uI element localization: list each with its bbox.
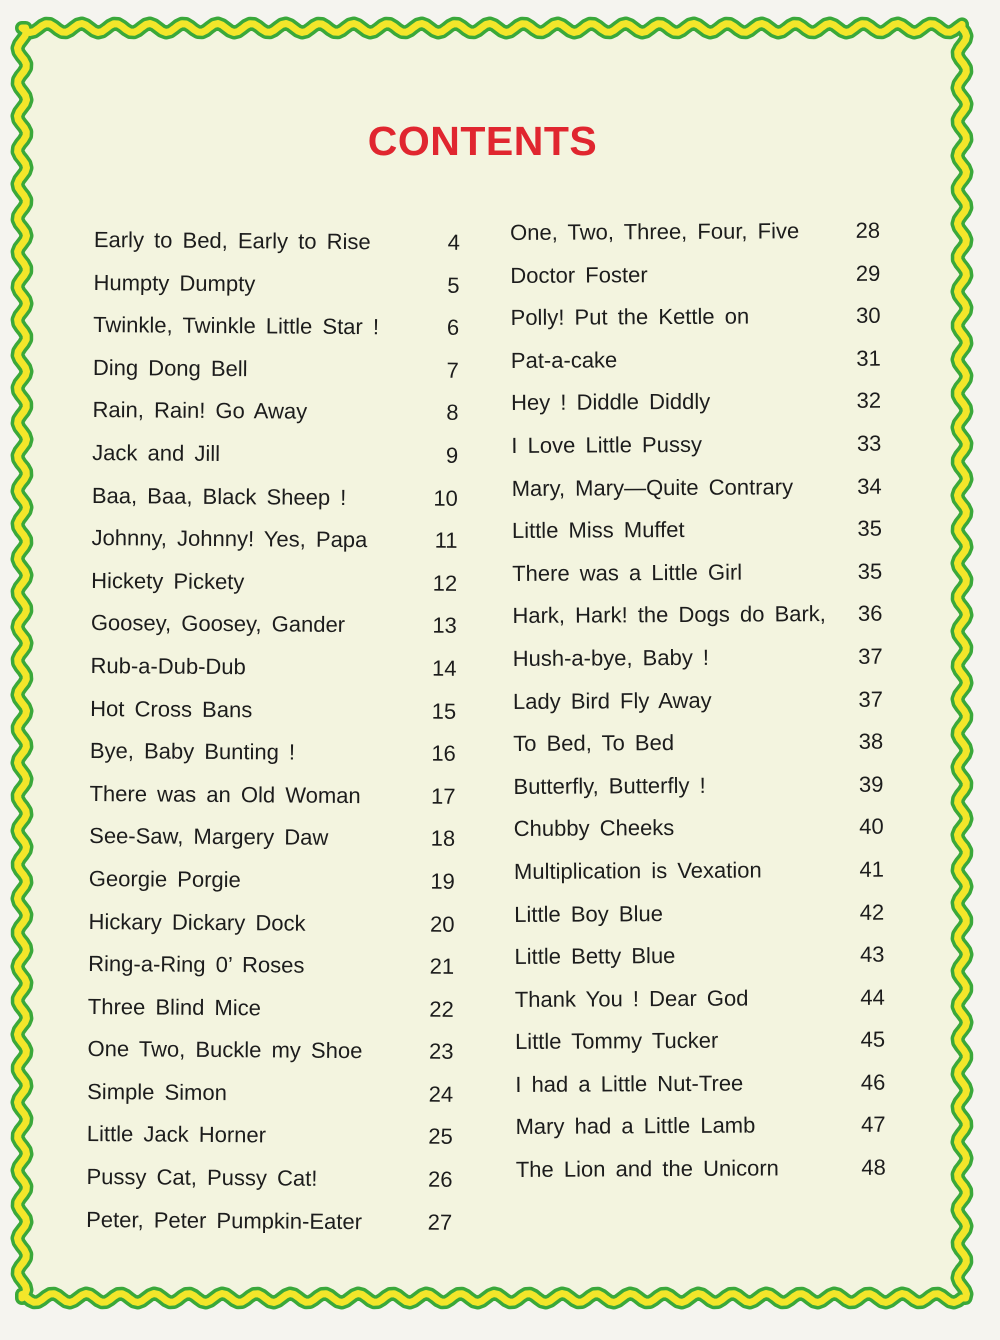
toc-entry bbox=[514, 855, 894, 900]
toc-entry-page-number: 16 bbox=[431, 740, 456, 766]
toc-entry-page-number: 27 bbox=[427, 1209, 453, 1235]
toc-entry-title: Mary, Mary—Quite Contrary bbox=[511, 473, 794, 501]
toc-entry-title: Hey ! Diddle Diddly bbox=[511, 389, 711, 416]
toc-entry-page-number: 9 bbox=[445, 442, 459, 468]
toc-entry-page-number: 21 bbox=[429, 953, 455, 979]
toc-entry-page-number: 40 bbox=[859, 814, 884, 840]
toc-entry-title: Pussy Cat, Pussy Cat! bbox=[86, 1164, 318, 1191]
toc-entry bbox=[513, 684, 893, 729]
toc-entry-title: Ring-a-Ring 0’ Roses bbox=[88, 951, 305, 978]
toc-entry-page-number: 34 bbox=[857, 473, 882, 499]
toc-entry-title: Georgie Porgie bbox=[88, 865, 241, 893]
toc-entry bbox=[91, 608, 471, 654]
toc-entry-page-number: 38 bbox=[858, 728, 884, 755]
toc-entry-page-number: 12 bbox=[432, 570, 458, 596]
toc-entry-title: Baa, Baa, Black Sheep ! bbox=[91, 482, 347, 510]
toc-entry bbox=[87, 1077, 467, 1123]
toc-entry bbox=[513, 642, 893, 687]
toc-entry-title: Jack and Jill bbox=[92, 439, 221, 466]
toc-entry bbox=[513, 769, 893, 814]
toc-entry-title: Lady Bird Fly Away bbox=[512, 687, 712, 714]
toc-entry-title: Pat-a-cake bbox=[510, 347, 618, 373]
toc-entry-title: I Love Little Pussy bbox=[511, 431, 703, 458]
toc-entry bbox=[511, 429, 891, 474]
toc-entry bbox=[510, 216, 890, 261]
toc-entry bbox=[88, 992, 468, 1038]
toc-entry-page-number: 47 bbox=[860, 1112, 886, 1138]
toc-entry-page-number: 30 bbox=[856, 302, 881, 329]
toc-entry bbox=[88, 949, 468, 995]
toc-entry-page-number: 37 bbox=[858, 686, 884, 712]
toc-entry-page-number: 19 bbox=[430, 868, 455, 894]
toc-entry-title: Polly! Put the Kettle on bbox=[510, 303, 750, 331]
toc-entry-title: There was an Old Woman bbox=[89, 780, 361, 808]
toc-entry-page-number: 45 bbox=[860, 1027, 886, 1053]
toc-entry bbox=[90, 694, 470, 740]
toc-entry-title: Hickety Pickety bbox=[91, 567, 245, 594]
toc-entry-title: Goosey, Goosey, Gander bbox=[90, 610, 346, 638]
toc-entry bbox=[511, 386, 891, 431]
toc-entry bbox=[514, 812, 894, 857]
toc-entry-page-number: 17 bbox=[430, 783, 456, 809]
toc-entry-page-number: 46 bbox=[860, 1069, 886, 1095]
toc-entry-page-number: 44 bbox=[860, 984, 885, 1010]
toc-entry-page-number: 20 bbox=[429, 911, 455, 937]
toc-entry-title: Little Tommy Tucker bbox=[514, 1028, 719, 1055]
toc-entry bbox=[515, 1068, 895, 1113]
toc-entry-title: Twinkle, Twinkle Little Star ! bbox=[93, 312, 380, 340]
toc-entry bbox=[89, 779, 469, 825]
toc-entry-title: Three Blind Mice bbox=[87, 993, 262, 1021]
toc-entry-page-number: 15 bbox=[431, 698, 457, 724]
toc-entry-title: See-Saw, Margery Daw bbox=[89, 823, 329, 851]
toc-entry bbox=[513, 727, 893, 772]
toc-entry-page-number: 32 bbox=[856, 388, 882, 414]
toc-entry bbox=[91, 566, 471, 612]
toc-entry bbox=[514, 940, 894, 985]
toc-entry-title: Little Betty Blue bbox=[514, 943, 676, 970]
toc-entry bbox=[91, 523, 471, 569]
toc-entry-title: Johnny, Johnny! Yes, Papa bbox=[91, 525, 368, 553]
toc-entry-page-number: 26 bbox=[427, 1166, 453, 1192]
toc-entry-page-number: 13 bbox=[432, 613, 457, 639]
toc-left-column bbox=[86, 225, 474, 1250]
toc-entry-title: Hush-a-bye, Baby ! bbox=[512, 644, 710, 671]
toc-entry-title: There was a Little Girl bbox=[512, 559, 743, 586]
toc-entry bbox=[510, 258, 890, 303]
toc-entry-title: Ding Dong Bell bbox=[92, 354, 248, 381]
toc-entry-title: Multiplication is Vexation bbox=[513, 857, 762, 884]
toc-entry-title: Little Jack Horner bbox=[86, 1121, 267, 1148]
toc-entry-title: Little Boy Blue bbox=[514, 900, 663, 927]
toc-entry-title: Thank You ! Dear God bbox=[514, 985, 749, 1012]
toc-entry bbox=[90, 736, 470, 782]
toc-entry-page-number: 35 bbox=[857, 558, 883, 584]
toc-entry-page-number: 4 bbox=[447, 229, 460, 255]
toc-entry-page-number: 5 bbox=[447, 272, 460, 298]
toc-entry bbox=[93, 310, 473, 356]
toc-entry-page-number: 11 bbox=[434, 527, 458, 554]
toc-entry bbox=[92, 438, 472, 484]
toc-entry bbox=[89, 821, 469, 867]
toc-entry bbox=[514, 897, 894, 942]
toc-entry-page-number: 8 bbox=[446, 400, 459, 426]
toc-entry-title: One, Two, Three, Four, Five bbox=[510, 218, 800, 245]
toc-entry-page-number: 31 bbox=[856, 345, 881, 371]
toc-entry bbox=[92, 395, 472, 441]
toc-entry-title: I had a Little Nut-Tree bbox=[515, 1070, 744, 1097]
toc-entry bbox=[512, 514, 892, 559]
toc-entry-page-number: 35 bbox=[857, 515, 882, 542]
toc-entry bbox=[86, 1162, 466, 1208]
toc-entry-title: One Two, Buckle my Shoe bbox=[87, 1036, 363, 1064]
toc-entry bbox=[515, 1110, 895, 1155]
toc-entry bbox=[93, 268, 473, 314]
toc-entry-title: Simple Simon bbox=[87, 1078, 228, 1105]
toc-entry-page-number: 25 bbox=[428, 1124, 453, 1150]
toc-entry bbox=[511, 343, 891, 388]
toc-entry bbox=[512, 471, 892, 516]
toc-entry-page-number: 7 bbox=[446, 357, 459, 383]
toc-entry-page-number: 10 bbox=[433, 485, 458, 511]
toc-entry-title: Humpty Dumpty bbox=[93, 269, 256, 296]
toc-entry bbox=[516, 1153, 896, 1198]
toc-entry-title: Butterfly, Butterfly ! bbox=[513, 772, 706, 799]
toc-entry bbox=[87, 1034, 467, 1080]
toc-entry-title: Little Miss Muffet bbox=[511, 517, 685, 544]
toc-entry-title: Mary had a Little Lamb bbox=[515, 1112, 756, 1140]
toc-entry-page-number: 23 bbox=[428, 1038, 454, 1065]
toc-entry-title: Rub-a-Dub-Dub bbox=[90, 652, 246, 680]
toc-entry-page-number: 33 bbox=[856, 430, 882, 456]
toc-entry bbox=[86, 1205, 466, 1251]
toc-entry-page-number: 37 bbox=[858, 643, 883, 669]
toc-entry bbox=[512, 556, 892, 601]
toc-entry bbox=[511, 301, 891, 346]
toc-entry-page-number: 28 bbox=[855, 217, 881, 243]
toc-entry bbox=[92, 481, 472, 527]
toc-entry bbox=[89, 864, 469, 910]
toc-entry-page-number: 43 bbox=[859, 941, 885, 967]
page-title: CONTENTS bbox=[367, 118, 598, 164]
toc-entry bbox=[90, 651, 470, 697]
toc-entry bbox=[94, 225, 474, 271]
toc-entry-title: Peter, Peter Pumpkin-Eater bbox=[86, 1206, 363, 1234]
toc-entry-page-number: 41 bbox=[859, 856, 885, 882]
toc-entry-page-number: 36 bbox=[857, 601, 883, 627]
toc-entry-page-number: 22 bbox=[429, 996, 454, 1022]
toc-entry-title: The Lion and the Unicorn bbox=[515, 1155, 779, 1183]
toc-entry-page-number: 18 bbox=[430, 825, 456, 852]
toc-entry-page-number: 42 bbox=[859, 899, 885, 925]
toc-entry bbox=[88, 906, 468, 952]
toc-entry-page-number: 48 bbox=[861, 1154, 886, 1180]
toc-entry-title: Bye, Baby Bunting ! bbox=[89, 738, 296, 765]
toc-entry bbox=[515, 982, 895, 1027]
toc-entry-title: To Bed, To Bed bbox=[513, 730, 675, 757]
toc-entry-title: Early to Bed, Early to Rise bbox=[93, 226, 371, 255]
toc-right-column bbox=[510, 216, 896, 1198]
toc-entry-title: Rain, Rain! Go Away bbox=[92, 397, 308, 425]
toc-entry-page-number: 29 bbox=[855, 260, 881, 286]
toc-entry-page-number: 14 bbox=[431, 655, 457, 681]
toc-entry bbox=[93, 353, 473, 399]
toc-entry-title: Doctor Foster bbox=[510, 261, 648, 288]
toc-entry bbox=[87, 1119, 467, 1165]
toc-entry bbox=[515, 1025, 895, 1070]
toc-entry-page-number: 6 bbox=[446, 314, 460, 341]
toc-entry-title: Hark, Hark! the Dogs do Bark, bbox=[512, 601, 826, 629]
toc-entry-title: Hot Cross Bans bbox=[90, 695, 253, 722]
toc-entry-title: Hickary Dickary Dock bbox=[88, 908, 306, 936]
toc-entry-page-number: 39 bbox=[858, 771, 884, 797]
toc-entry-page-number: 24 bbox=[428, 1081, 454, 1107]
toc-entry bbox=[512, 599, 892, 644]
toc-entry-title: Chubby Cheeks bbox=[513, 815, 675, 842]
